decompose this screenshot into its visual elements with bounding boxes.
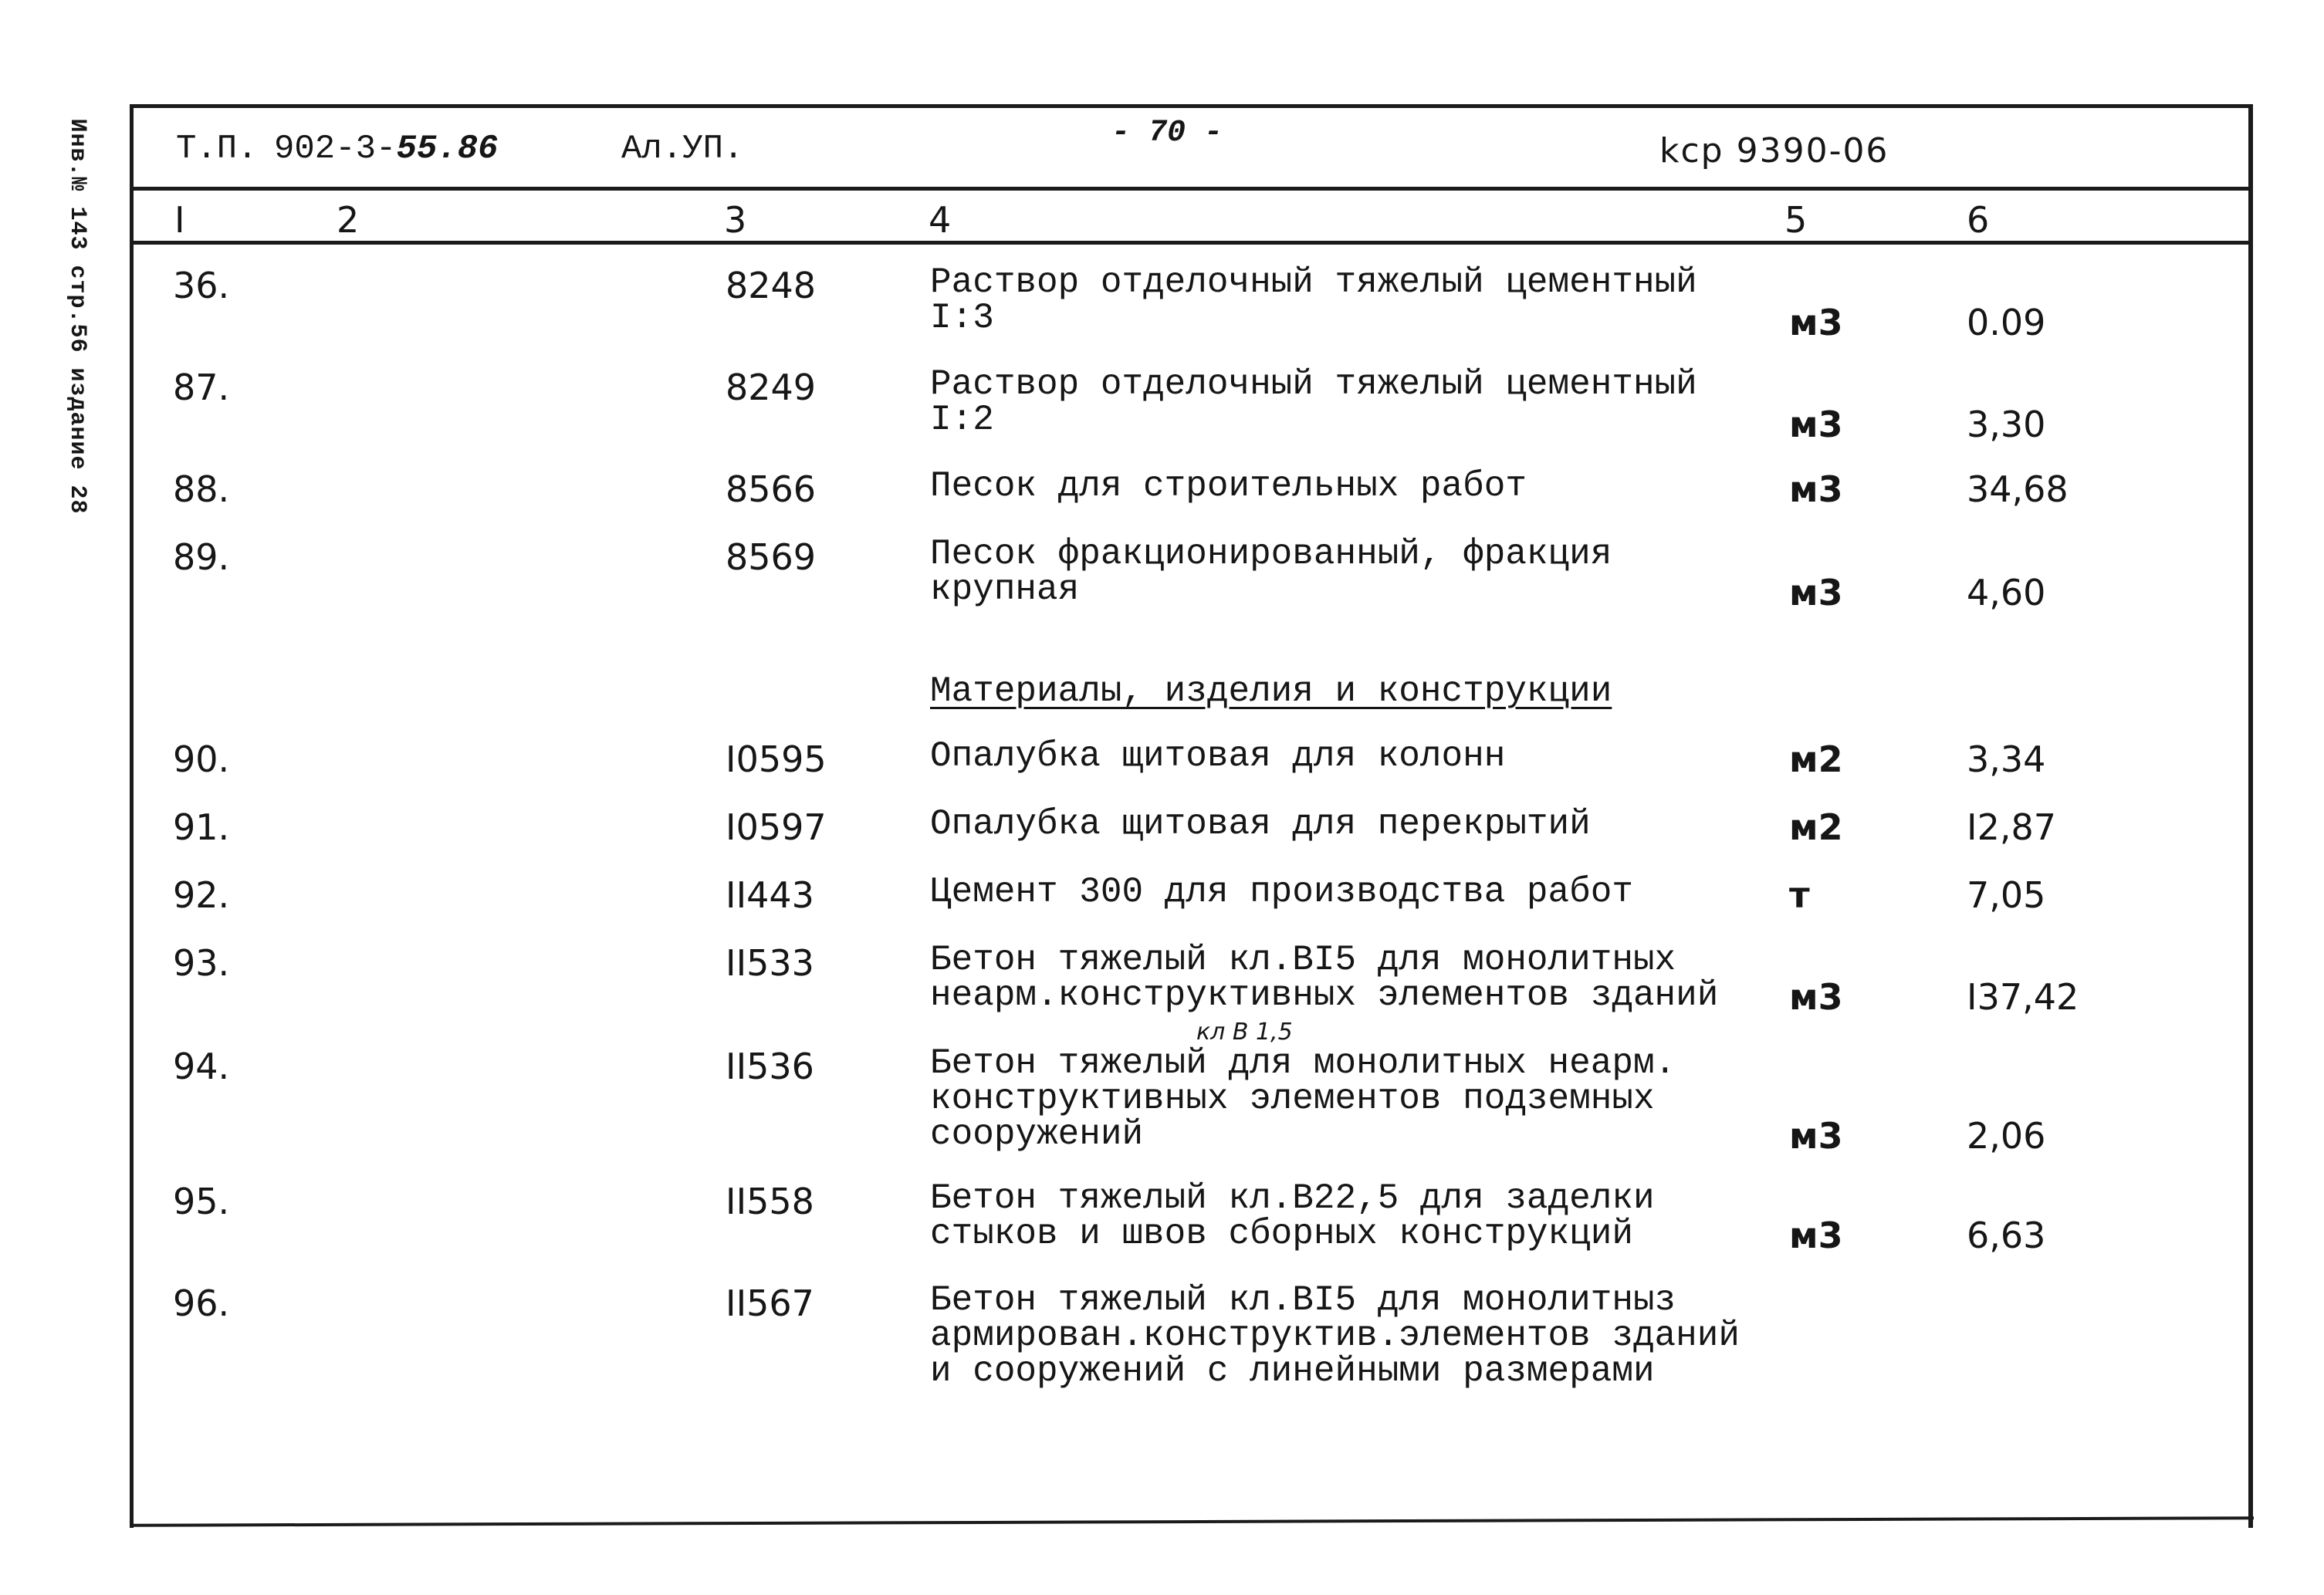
row-name: Бетон тяжелый кл.B22,5 для заделки стыков и швов сборных конструкций: [930, 1178, 1655, 1254]
row-unit: м3: [1789, 404, 1843, 445]
row-unit: м3: [1789, 1115, 1843, 1157]
row-name: Бетон тяжелый кл.BI5 для монолитныз армирован.конструктив.элементов зданий и сооружений с линейными размерами: [930, 1280, 1740, 1391]
row-unit: м3: [1789, 302, 1843, 343]
side-stamp-text: Инв.№ 143 стр.56 издание 28: [64, 118, 90, 515]
row-name: Песок фракционированный, фракция крупная: [930, 534, 1612, 610]
row-number: 92.: [173, 874, 230, 916]
side-inventory-stamp: [54, 116, 100, 517]
row-name: Раствор отделочный тяжелый цементный I:2: [930, 364, 1697, 440]
row-unit: м3: [1789, 1215, 1843, 1256]
row-code: I0597: [726, 806, 827, 848]
stamp-code-prefix: 902-3-: [274, 130, 397, 168]
row-unit: м2: [1789, 806, 1843, 848]
page-number: - 70 -: [1111, 116, 1223, 150]
row-quantity: 4,60: [1967, 572, 2046, 613]
column-header-4: 4: [929, 199, 952, 241]
column-header-1: I: [174, 199, 185, 241]
row-code: 8566: [726, 468, 817, 510]
row-unit: м2: [1789, 738, 1843, 780]
row-quantity: 3,30: [1967, 404, 2046, 445]
row-name: Раствор отделочный тяжелый цементный I:3: [930, 262, 1697, 338]
row-number: 96.: [173, 1282, 230, 1324]
row-name: Песок для строительных работ: [930, 466, 1527, 506]
row-code: II567: [726, 1282, 814, 1324]
column-header-2: 2: [337, 199, 360, 241]
row-number: 91.: [173, 806, 230, 848]
row-number: 90.: [173, 738, 230, 780]
stamp-album: Ал.УП.: [621, 130, 744, 168]
row-name: Опалубка щитовая для перекрытий: [930, 804, 1591, 844]
stamp-tp: Т.П.: [176, 130, 258, 168]
row-quantity: 3,34: [1967, 738, 2046, 780]
row-code: II443: [726, 874, 814, 916]
row-number: 89.: [173, 536, 230, 578]
row-name: Бетон тяжелый кл.BI5 для монолитных неарм.конструктивных элементов зданий: [930, 940, 1719, 1015]
row-quantity: 0.09: [1967, 302, 2046, 343]
row-quantity: I2,87: [1967, 806, 2056, 848]
row-number: 88.: [173, 468, 230, 510]
row-number: 87.: [173, 367, 230, 408]
stamp-kor-code: kср 9390-06: [1659, 131, 1889, 171]
row-name: Бетон тяжелый для монолитных неарм. конструктивных элементов подземных сооружений: [930, 1043, 1676, 1154]
row-code: II536: [726, 1046, 814, 1087]
row-name: Цемент 300 для производства работ: [930, 872, 1633, 912]
row-quantity: 34,68: [1967, 468, 2069, 510]
row-quantity: 2,06: [1967, 1115, 2046, 1157]
row-unit: м3: [1789, 572, 1843, 613]
row-unit: т: [1789, 874, 1810, 916]
row-code: II533: [726, 942, 814, 984]
row-code: I0595: [726, 738, 827, 780]
row-number: 36.: [173, 265, 230, 306]
column-header-5: 5: [1784, 199, 1808, 241]
row-code: II558: [726, 1181, 814, 1222]
handwritten-annotation: кл В 1,5: [1196, 1019, 1293, 1046]
stamp-divider: [130, 187, 2249, 191]
row-quantity: I37,42: [1967, 976, 2079, 1018]
stamp-code-handwritten: 55.86: [396, 130, 499, 168]
section-title: Материалы, изделия и конструкции: [930, 671, 1612, 711]
column-header-3: 3: [724, 199, 747, 241]
stamp-project-code: [274, 130, 498, 168]
row-quantity: 7,05: [1967, 874, 2046, 916]
row-quantity: 6,63: [1967, 1215, 2046, 1256]
column-header-6: 6: [1967, 199, 1990, 241]
row-unit: м3: [1789, 976, 1843, 1018]
row-number: 95.: [173, 1181, 230, 1222]
row-code: 8569: [726, 536, 817, 578]
row-name: Опалубка щитовая для колонн: [930, 736, 1506, 776]
row-unit: м3: [1789, 468, 1843, 510]
row-code: 8249: [726, 367, 817, 408]
row-number: 94.: [173, 1046, 230, 1087]
row-code: 8248: [726, 265, 817, 306]
row-number: 93.: [173, 942, 230, 984]
column-header-divider: [130, 241, 2249, 245]
